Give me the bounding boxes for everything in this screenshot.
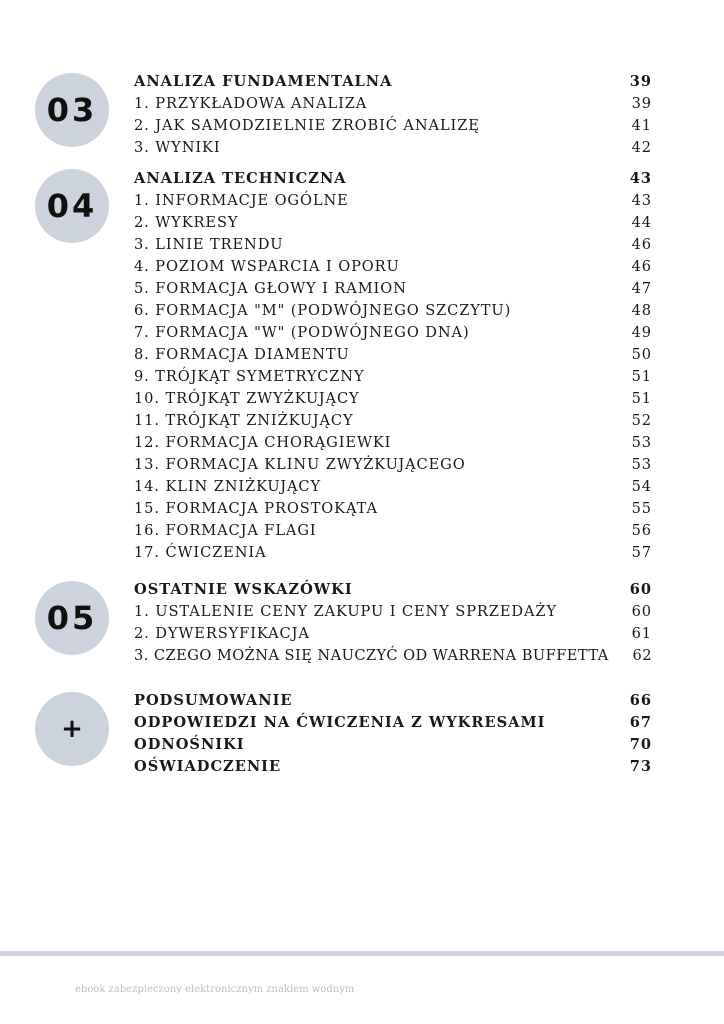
- toc-entry-page: 49: [631, 324, 652, 341]
- toc-entry[interactable]: [134, 542, 652, 564]
- toc-entry-page: 39: [629, 73, 652, 90]
- toc-entry[interactable]: [134, 168, 652, 190]
- toc-entry-page: 53: [631, 456, 652, 473]
- toc-entry-page: 42: [631, 139, 652, 156]
- toc-entry-title: 16. FORMACJA FLAGI: [134, 522, 317, 539]
- toc-entry-page: 39: [631, 95, 652, 112]
- section-number-badge: 04: [35, 169, 109, 243]
- watermark-text: ebook zabezpieczony elektronicznym znakiem wodnym: [75, 984, 355, 995]
- toc-entry[interactable]: [134, 623, 652, 645]
- toc-entry[interactable]: [134, 712, 652, 734]
- toc-entry-page: 47: [631, 280, 652, 297]
- toc-entry-title: 11. TRÓJKĄT ZNIŻKUJĄCY: [134, 412, 354, 429]
- toc-entry-page: 52: [631, 412, 652, 429]
- toc-entry-title: 3. CZEGO MOŻNA SIĘ NAUCZYĆ OD WARRENA BUFFETTA: [134, 647, 609, 664]
- toc-entry-page: 66: [629, 692, 652, 709]
- toc-entry-page: 73: [629, 758, 652, 775]
- toc-entry[interactable]: [134, 344, 652, 366]
- toc-entry-title: 4. POZIOM WSPARCIA I OPORU: [134, 258, 400, 275]
- toc-entry-page: 53: [631, 434, 652, 451]
- toc-entry-title: 6. FORMACJA "M" (PODWÓJNEGO SZCZYTU): [134, 302, 512, 319]
- toc-entry-page: 61: [631, 625, 652, 642]
- toc-entry[interactable]: [134, 256, 652, 278]
- toc-entry-title: 13. FORMACJA KLINU ZWYŻKUJĄCEGO: [134, 456, 466, 473]
- toc-entry-title: 15. FORMACJA PROSTOKĄTA: [134, 500, 378, 517]
- section-number-badge: 05: [35, 581, 109, 655]
- toc-entry-title: 5. FORMACJA GŁOWY I RAMION: [134, 280, 407, 297]
- toc-entry[interactable]: [134, 71, 652, 93]
- toc-entry-title: 14. KLIN ZNIŻKUJĄCY: [134, 478, 322, 495]
- plus-badge: +: [35, 692, 109, 766]
- toc-entry-page: 44: [631, 214, 652, 231]
- toc-entry-page: 62: [632, 647, 652, 664]
- toc-entry[interactable]: [134, 690, 652, 712]
- toc-entry-title: OŚWIADCZENIE: [134, 758, 282, 775]
- toc-entry-page: 57: [631, 544, 652, 561]
- toc-entry-title: ODNOŚNIKI: [134, 736, 245, 753]
- toc-entry-title: 2. WYKRESY: [134, 214, 239, 231]
- toc-entry-title: 17. ĆWICZENIA: [134, 544, 267, 561]
- toc-entry[interactable]: [134, 388, 652, 410]
- toc-entry-page: 56: [631, 522, 652, 539]
- toc-entry[interactable]: [134, 234, 652, 256]
- toc-entry-title: 8. FORMACJA DIAMENTU: [134, 346, 350, 363]
- toc-entry-page: 60: [631, 603, 652, 620]
- toc-entry-page: 43: [629, 170, 652, 187]
- toc-entry-page: 43: [631, 192, 652, 209]
- toc-entry-title: 7. FORMACJA "W" (PODWÓJNEGO DNA): [134, 324, 470, 341]
- toc-entry[interactable]: [134, 520, 652, 542]
- toc-entry[interactable]: [134, 579, 652, 601]
- footer-divider: [0, 951, 724, 956]
- toc-entry-title: 1. USTALENIE CENY ZAKUPU I CENY SPRZEDAŻY: [134, 603, 558, 620]
- toc-entry[interactable]: [134, 601, 652, 623]
- toc-entry[interactable]: [134, 137, 652, 159]
- toc-entry-page: 51: [631, 390, 652, 407]
- toc-entry-page: 55: [631, 500, 652, 517]
- toc-entry-title: 2. JAK SAMODZIELNIE ZROBIĆ ANALIZĘ: [134, 117, 480, 134]
- toc-entry[interactable]: [134, 366, 652, 388]
- toc-entry-title: 12. FORMACJA CHORĄGIEWKI: [134, 434, 392, 451]
- toc-entry[interactable]: [134, 645, 652, 667]
- toc-entry[interactable]: [134, 756, 652, 778]
- toc-entry-page: 50: [631, 346, 652, 363]
- toc-entry[interactable]: [134, 454, 652, 476]
- toc-entry-page: 60: [629, 581, 652, 598]
- toc-entry-title: 3. WYNIKI: [134, 139, 221, 156]
- toc-entry[interactable]: [134, 432, 652, 454]
- toc-entry-title: OSTATNIE WSKAZÓWKI: [134, 581, 353, 598]
- toc-entry[interactable]: [134, 498, 652, 520]
- toc-entry-page: 46: [631, 258, 652, 275]
- toc-entry-page: 46: [631, 236, 652, 253]
- section-number-badge: 03: [35, 73, 109, 147]
- toc-entry-page: 70: [629, 736, 652, 753]
- toc-entry[interactable]: [134, 93, 652, 115]
- toc-entry-page: 67: [629, 714, 652, 731]
- toc-entry-title: PODSUMOWANIE: [134, 692, 293, 709]
- toc-entry[interactable]: [134, 410, 652, 432]
- toc-entry[interactable]: [134, 278, 652, 300]
- toc-entry-title: ODPOWIEDZI NA ĆWICZENIA Z WYKRESAMI: [134, 714, 546, 731]
- toc-entry[interactable]: [134, 476, 652, 498]
- toc-entry-title: ANALIZA FUNDAMENTALNA: [134, 73, 393, 90]
- toc-entry[interactable]: [134, 190, 652, 212]
- toc-entry-page: 41: [631, 117, 652, 134]
- toc-entry[interactable]: [134, 322, 652, 344]
- toc-entry[interactable]: [134, 734, 652, 756]
- toc-entry-title: 2. DYWERSYFIKACJA: [134, 625, 310, 642]
- toc-entry[interactable]: [134, 115, 652, 137]
- toc-entry-page: 54: [631, 478, 652, 495]
- toc-entry-title: 1. INFORMACJE OGÓLNE: [134, 192, 349, 209]
- toc-entry-page: 51: [631, 368, 652, 385]
- toc-entry[interactable]: [134, 300, 652, 322]
- toc-entry-title: 9. TRÓJKĄT SYMETRYCZNY: [134, 368, 365, 385]
- toc-entry-page: 48: [631, 302, 652, 319]
- toc-entry-title: ANALIZA TECHNICZNA: [134, 170, 347, 187]
- toc-entry[interactable]: [134, 212, 652, 234]
- toc-entry-title: 1. PRZYKŁADOWA ANALIZA: [134, 95, 368, 112]
- toc-entry-title: 3. LINIE TRENDU: [134, 236, 284, 253]
- toc-entry-title: 10. TRÓJKĄT ZWYŻKUJĄCY: [134, 390, 360, 407]
